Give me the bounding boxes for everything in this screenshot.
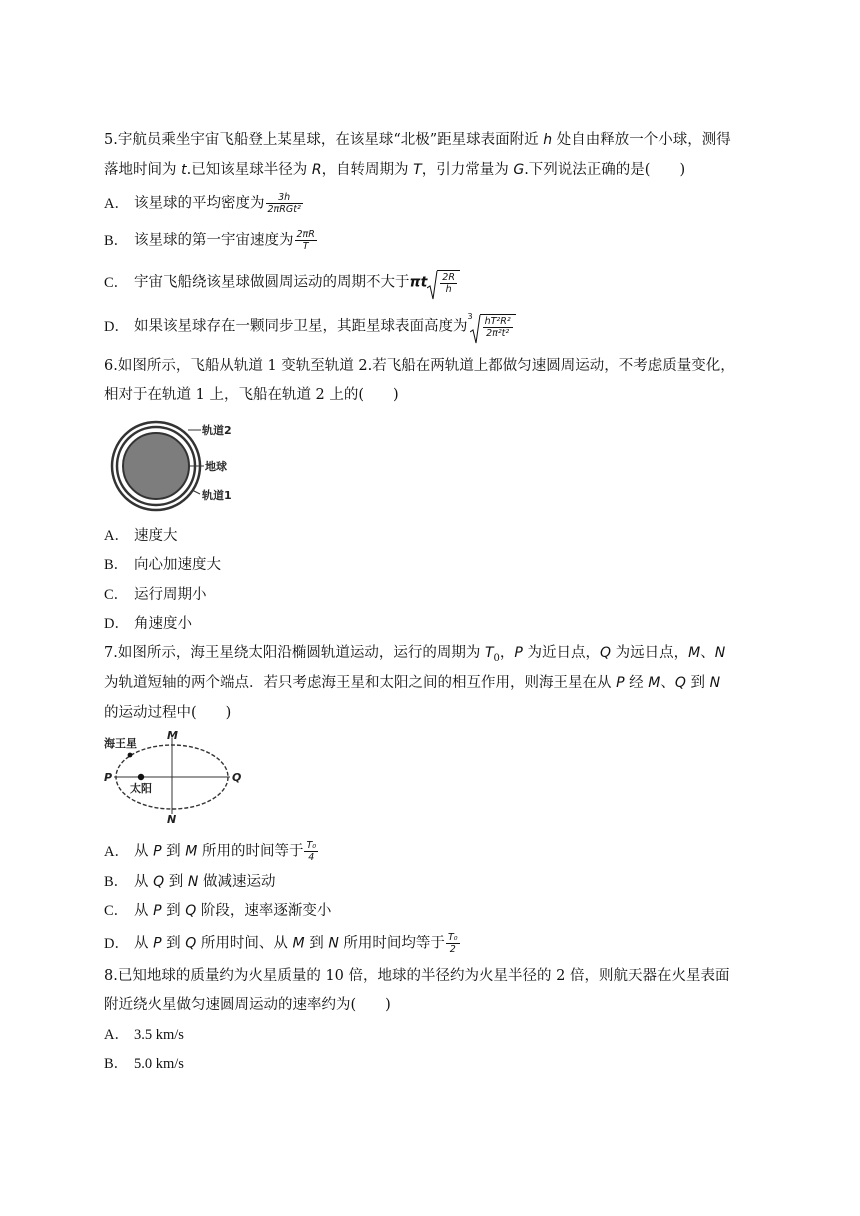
q5-option-b[interactable]: B． 该星球的第一宇宙速度为 $\frac{2\pi R}{T}$ [104,229,315,252]
q6-option-c[interactable]: C． 运行周期小 [104,587,207,603]
label-m: M [167,729,178,742]
q7-line2: 为轨道短轴的两个端点．若只考虑海王星和太阳之间的相互作用，则海王星在从 P 经 M、Q 到 N [104,675,721,691]
label-p: P [104,771,113,784]
q5-line2: 落地时间为 t.已知该星球半径为 R，自转周期为 T，引力常量为 G.下列说法正确的是( ) [104,162,686,178]
label-neptune: 海王星 [104,737,137,750]
label-earth: 地球 [205,460,227,473]
q7-option-d[interactable]: D． 从 P 到 Q 所用时间、从 M 到 N 所用时间均等于 $\frac{\text{T₀}}{2}$ [104,932,458,955]
q8-line2: 附近绕火星做匀速圆周运动的速率约为( ) [104,997,391,1013]
q5-option-c[interactable]: C． 宇宙飞船绕该星球做圆周运动的周期不大于πt $\frac{2R}{h}$ [104,270,460,295]
q6-option-a[interactable]: A． 速度大 [104,528,178,544]
q5-option-d-cuberoot: $\frac{\text{hT²R²}}{\text{2π²t²}}$ [470,314,516,339]
q7-option-a-fraction: $\frac{\text{T₀}}{4}$ [306,840,317,863]
q5-option-a-fraction: $\frac{3h}{\text{2πRGt²}}$ [267,192,301,215]
q7-option-b[interactable]: B． 从 Q 到 N 做减速运动 [104,874,276,890]
q5-option-d[interactable]: D． 如果该星球存在一颗同步卫星，其距星球表面高度为$^3$ $\frac{\text{hT²R²}}{\text{2π²t²}}$ [104,314,516,339]
q7-line1: 7.如图所示，海王星绕太阳沿椭圆轨道运动，运行的周期为 $T_0$，P 为近日点，Q 为远日点，M、N [104,645,726,664]
q6-option-d[interactable]: D． 角速度小 [104,616,192,632]
q6-line2: 相对于在轨道 1 上，飞船在轨道 2 上的( ) [104,387,399,403]
label-q: Q [232,771,242,784]
label-n: N [167,813,177,826]
q8-option-a[interactable]: A． 3.5 km/s [104,1027,184,1043]
label-orbit-2: 轨道2 [202,424,232,437]
earth-disc [123,433,189,499]
q6-orbit-figure [104,418,249,518]
q7-line3: 的运动过程中( ) [104,705,232,721]
q6-line1: 6.如图所示，飞船从轨道 1 变轨至轨道 2.若飞船在两轨道上都做匀速圆周运动，不考虑质量变化， [104,358,735,374]
sun-dot [138,774,144,780]
q7-option-a[interactable]: A． 从 P 到 M 所用的时间等于 $\frac{\text{T₀}}{4}$ [104,840,317,863]
q5-option-a[interactable]: A． 该星球的平均密度为 $\frac{3h}{\text{2πRGt²}}$ [104,192,301,215]
q6-option-b[interactable]: B． 向心加速度大 [104,557,221,573]
q8-line1: 8.已知地球的质量约为火星质量的 10 倍，地球的半径约为火星半径的 2 倍，则航天器在火星表面 [104,968,730,984]
q7-option-d-fraction: $\frac{\text{T₀}}{2}$ [447,932,458,955]
neptune-dot [128,753,133,758]
q5-option-b-fraction: $\frac{2\pi R}{T}$ [296,229,315,252]
label-sun: 太阳 [130,782,152,795]
q8-option-b[interactable]: B． 5.0 km/s [104,1056,184,1072]
label-orbit-1: 轨道1 [202,489,232,502]
q5-line1: 5.宇航员乘坐宇宙飞船登上某星球，在该星球“北极”距星球表面附近 h 处自由释放一个小球，测得 [104,132,731,148]
q5-option-c-sqrt: $\frac{2R}{h}$ [427,270,460,295]
q7-ellipse-figure [100,728,245,826]
q7-option-c[interactable]: C． 从 P 到 Q 阶段，速率逐渐变小 [104,903,332,919]
